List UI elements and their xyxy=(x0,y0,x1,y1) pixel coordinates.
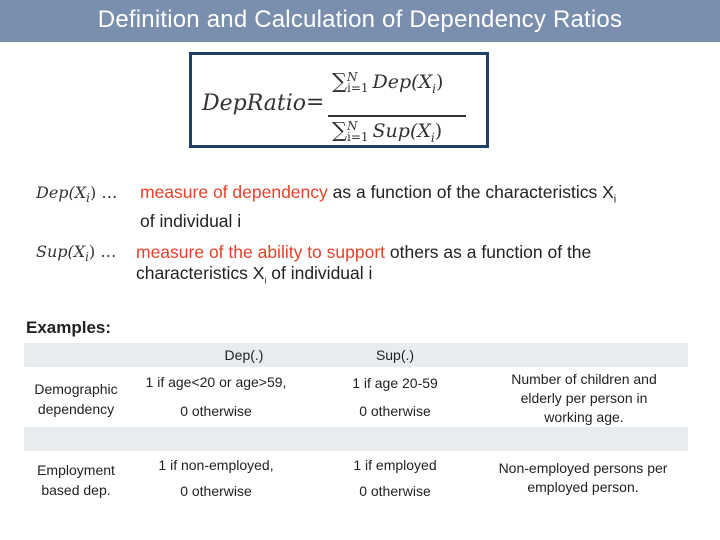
row2-label xyxy=(24,460,128,500)
denominator-index: i xyxy=(430,130,435,145)
examples-table xyxy=(24,340,688,502)
sup-definition xyxy=(136,242,706,292)
dep-line2: of individual i xyxy=(140,210,242,231)
sum-lower: i=1 xyxy=(347,80,369,95)
row2-label-line1: Employment xyxy=(37,462,115,478)
row1-note xyxy=(484,370,684,427)
dep-symbol-sub: i xyxy=(86,191,91,206)
formula-denominator xyxy=(332,118,442,145)
dep-highlight: measure of dependency xyxy=(140,182,328,202)
sup-symbol xyxy=(36,242,116,264)
fraction-line xyxy=(328,115,466,117)
dep-symbol xyxy=(36,183,117,205)
sum-upper-den: N xyxy=(347,118,358,133)
row2-label-line2: based dep. xyxy=(41,482,111,498)
page-title: Definition and Calculation of Dependency Ratios xyxy=(97,6,623,33)
row1-label-line2: dependency xyxy=(37,401,115,417)
numerator-term: Dep(X xyxy=(372,71,433,93)
row2-note-line2: employed person. xyxy=(527,479,639,495)
numerator-index: i xyxy=(432,81,436,96)
dep-symbol-close: ) … xyxy=(90,183,118,202)
row2-note xyxy=(478,459,688,497)
table-separator-band xyxy=(24,426,688,451)
sup-line2-post: of individual i xyxy=(266,263,373,283)
sup-line2-pre: characteristics X xyxy=(136,263,265,283)
row1-label-line1: Demographic xyxy=(34,381,118,397)
sup-highlight: measure of the ability to support xyxy=(136,242,386,262)
row2-dep-line2: 0 otherwise xyxy=(180,483,252,499)
sum-symbol-den: ∑ xyxy=(332,118,347,142)
formula-lhs: DepRatio xyxy=(202,91,307,116)
row2-note-line1: Non-employed persons per xyxy=(498,460,668,476)
sum-lower-den: i=1 xyxy=(347,129,369,144)
sup-line2-sub: i xyxy=(264,275,267,286)
sup-rest: others as a function of the xyxy=(385,242,592,262)
denominator-term: Sup(X xyxy=(372,120,431,142)
numerator-close: ) xyxy=(435,71,444,93)
header-dep: Dep(.) xyxy=(224,347,264,363)
dep-rest-sub: i xyxy=(613,193,617,206)
row1-note-line3: working age. xyxy=(544,409,624,425)
sup-symbol-close: ) … xyxy=(88,242,117,261)
header-sup: Sup(.) xyxy=(375,347,415,363)
examples-label: Examples: xyxy=(26,318,112,337)
formula-box xyxy=(189,52,489,148)
row2-sup-line2: 0 otherwise xyxy=(359,483,431,499)
row2-dep-line1: 1 if non-employed, xyxy=(158,457,274,473)
dep-rest: as a function of the characteristics X xyxy=(327,182,614,202)
dep-symbol-text: Dep(X xyxy=(36,183,87,202)
row2-sup-line1: 1 if employed xyxy=(353,457,437,473)
sum-symbol: ∑ xyxy=(332,69,347,93)
dep-definition xyxy=(140,182,700,232)
row1-sup-line1: 1 if age 20-59 xyxy=(352,375,438,391)
row1-label xyxy=(24,379,128,419)
row1-dep-line2: 0 otherwise xyxy=(180,403,252,419)
row1-note-line1: Number of children and xyxy=(511,371,657,387)
row1-sup-line2: 0 otherwise xyxy=(359,403,431,419)
formula-numerator xyxy=(332,69,443,96)
sum-upper: N xyxy=(347,69,358,84)
sup-symbol-text: Sup(X xyxy=(36,242,86,261)
row1-note-line2: elderly per person in xyxy=(520,390,648,406)
denominator-close: ) xyxy=(434,120,443,142)
sup-symbol-sub: i xyxy=(85,250,89,265)
formula-equals: = xyxy=(306,90,325,115)
row1-dep-line1: 1 if age<20 or age>59, xyxy=(145,374,287,390)
